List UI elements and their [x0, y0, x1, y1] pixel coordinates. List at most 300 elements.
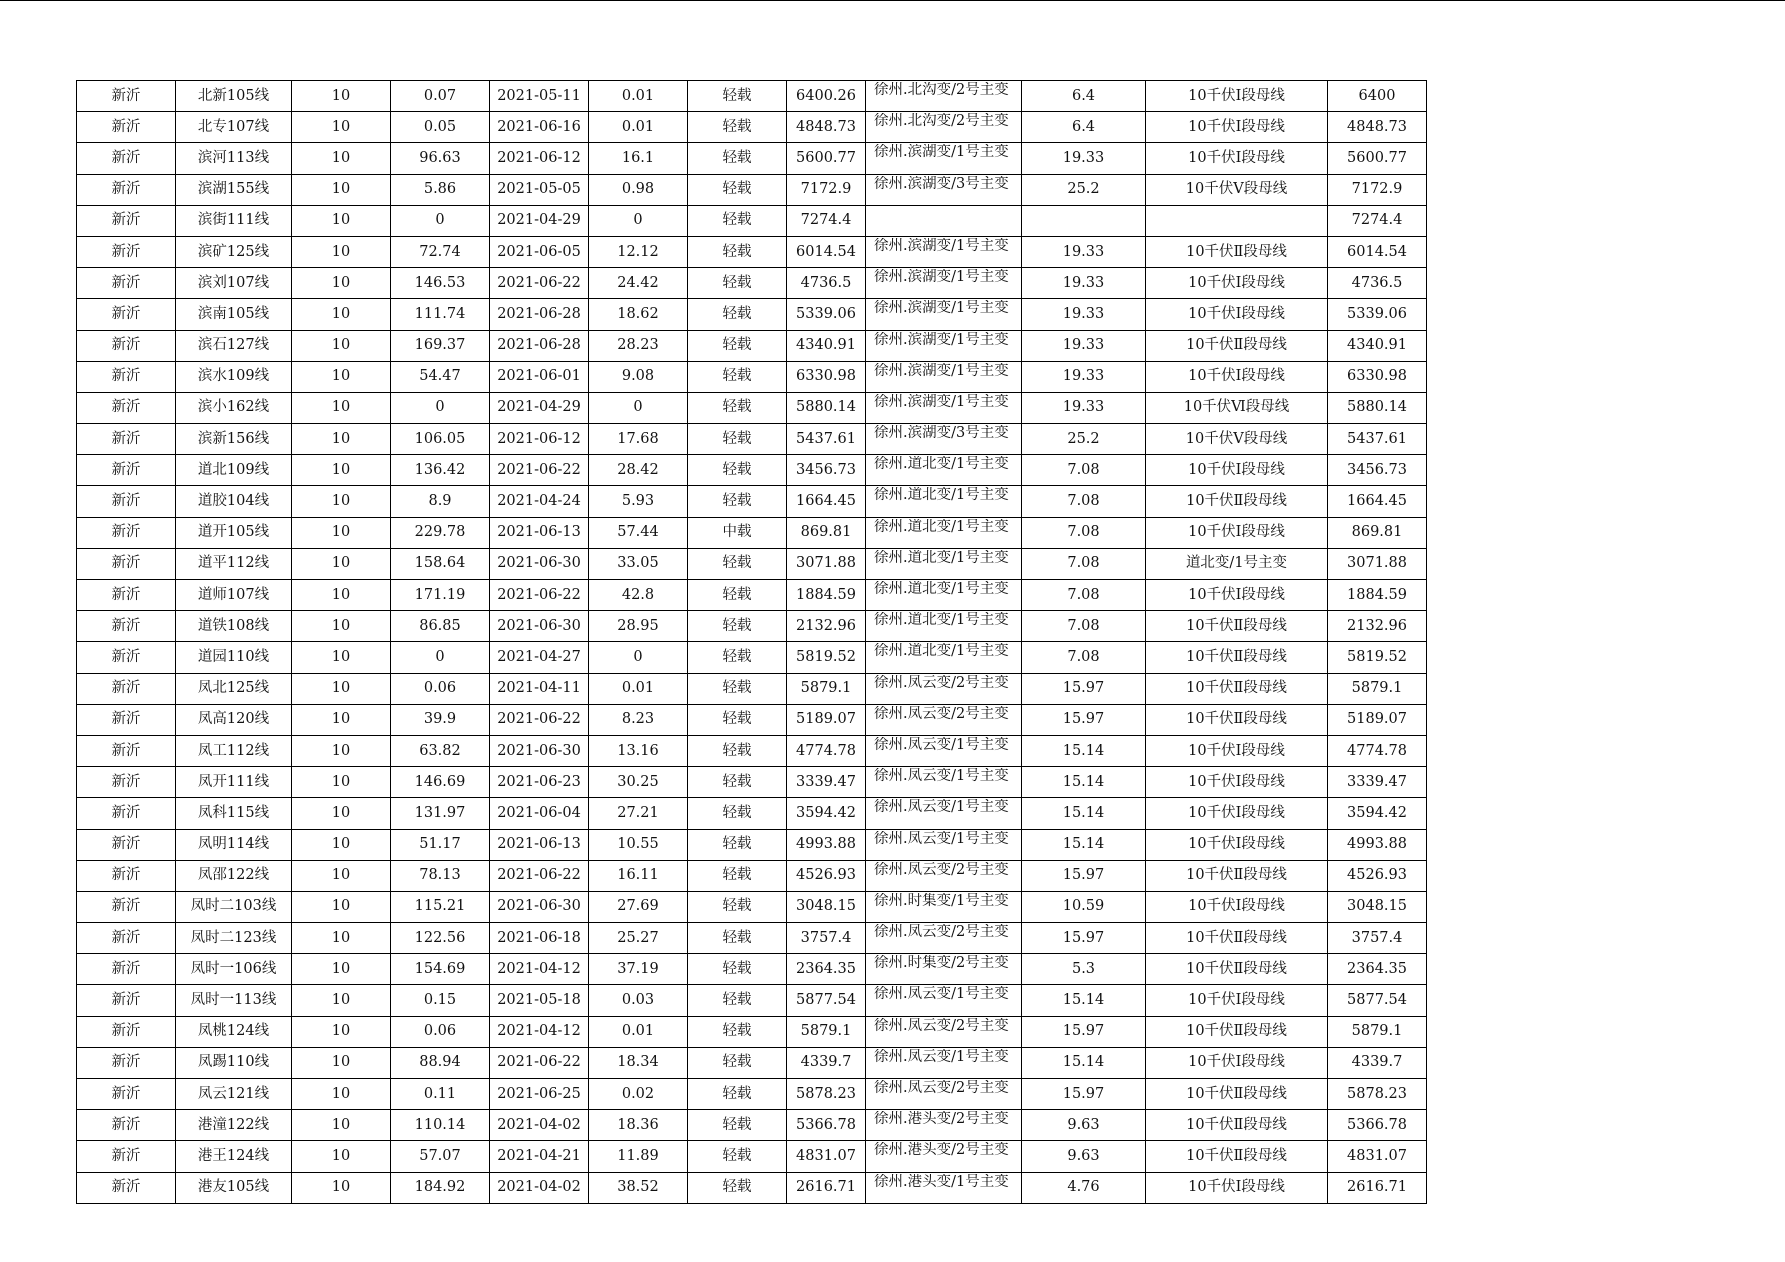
load-rate-cell: 33.05 [589, 548, 688, 579]
load-status-cell: 轻载 [688, 798, 787, 829]
table-row [77, 361, 1427, 392]
load-rate-cell: 0.01 [589, 673, 688, 704]
substation-transformer-text: 徐州.凤云变/1号主变 [874, 768, 1009, 785]
current-cell: 0.06 [391, 673, 490, 704]
table-row [77, 704, 1427, 735]
current-cell: 154.69 [391, 954, 490, 985]
load-status-cell: 轻载 [688, 891, 787, 922]
available-capacity-cell: 4993.88 [1328, 829, 1427, 860]
feeder-name-cell: 凤时一106线 [176, 954, 292, 985]
transformer-rate-cell: 19.33 [1022, 268, 1146, 299]
date-cell: 2021-06-22 [490, 704, 589, 735]
substation-transformer-text [874, 207, 1021, 235]
table-row [77, 517, 1427, 548]
date-cell: 2021-06-23 [490, 767, 589, 798]
available-capacity-cell: 5189.07 [1328, 704, 1427, 735]
company-cell: 新沂 [77, 330, 176, 361]
load-status-cell: 轻载 [688, 642, 787, 673]
load-rate-cell: 0.01 [589, 112, 688, 143]
transformer-rate-cell: 15.97 [1022, 1079, 1146, 1110]
busbar-cell: 10千伏Ⅱ段母线 [1146, 1141, 1328, 1172]
transformer-rate-cell: 15.14 [1022, 1047, 1146, 1078]
substation-transformer-cell [866, 1047, 1022, 1078]
substation-transformer-cell [866, 1016, 1022, 1047]
capacity-cell: 7172.9 [787, 174, 866, 205]
load-status-cell: 轻载 [688, 1079, 787, 1110]
page-top-border [0, 0, 1785, 1]
company-cell: 新沂 [77, 143, 176, 174]
substation-transformer-text: 徐州.道北变/1号主变 [874, 643, 1009, 660]
current-cell: 39.9 [391, 704, 490, 735]
table-row [77, 424, 1427, 455]
load-rate-cell: 16.11 [589, 860, 688, 891]
transformer-rate-cell: 25.2 [1022, 424, 1146, 455]
date-cell: 2021-06-22 [490, 1047, 589, 1078]
voltage-cell: 10 [292, 81, 391, 112]
voltage-cell: 10 [292, 548, 391, 579]
substation-transformer-cell [866, 985, 1022, 1016]
substation-transformer-text: 徐州.滨湖变/3号主变 [874, 175, 1009, 192]
load-status-cell: 轻载 [688, 361, 787, 392]
load-status-cell: 轻载 [688, 954, 787, 985]
capacity-cell: 5189.07 [787, 704, 866, 735]
load-status-cell: 轻载 [688, 1016, 787, 1047]
substation-transformer-cell [866, 299, 1022, 330]
current-cell: 106.05 [391, 424, 490, 455]
feeder-name-cell: 凤踢110线 [176, 1047, 292, 1078]
current-cell: 8.9 [391, 486, 490, 517]
substation-transformer-text: 徐州.滨湖变/1号主变 [874, 362, 1009, 379]
load-status-cell: 轻载 [688, 486, 787, 517]
feeder-name-cell: 滨矿125线 [176, 236, 292, 267]
busbar-cell: 10千伏Ⅰ段母线 [1146, 455, 1328, 486]
company-cell: 新沂 [77, 81, 176, 112]
capacity-cell: 4993.88 [787, 829, 866, 860]
company-cell: 新沂 [77, 767, 176, 798]
current-cell: 0.06 [391, 1016, 490, 1047]
available-capacity-cell: 2616.71 [1328, 1172, 1427, 1203]
capacity-cell: 3048.15 [787, 891, 866, 922]
transformer-rate-cell: 15.97 [1022, 923, 1146, 954]
load-status-cell: 轻载 [688, 143, 787, 174]
load-rate-cell: 28.42 [589, 455, 688, 486]
busbar-cell: 10千伏Ⅱ段母线 [1146, 1079, 1328, 1110]
load-status-cell: 轻载 [688, 735, 787, 766]
capacity-cell: 5878.23 [787, 1079, 866, 1110]
transformer-rate-cell: 15.14 [1022, 985, 1146, 1016]
available-capacity-cell: 2364.35 [1328, 954, 1427, 985]
load-rate-cell: 0 [589, 205, 688, 236]
capacity-cell: 2616.71 [787, 1172, 866, 1203]
substation-transformer-text: 徐州.道北变/1号主变 [874, 487, 1009, 504]
available-capacity-cell: 3048.15 [1328, 891, 1427, 922]
capacity-cell: 5819.52 [787, 642, 866, 673]
feeder-name-cell: 滨水109线 [176, 361, 292, 392]
transformer-rate-cell: 15.97 [1022, 704, 1146, 735]
table-row [77, 860, 1427, 891]
busbar-cell: 10千伏Ⅱ段母线 [1146, 236, 1328, 267]
load-status-cell: 轻载 [688, 205, 787, 236]
busbar-cell: 10千伏Ⅱ段母线 [1146, 330, 1328, 361]
busbar-cell: 10千伏Ⅰ段母线 [1146, 891, 1328, 922]
current-cell: 122.56 [391, 923, 490, 954]
busbar-cell: 10千伏Ⅰ段母线 [1146, 112, 1328, 143]
voltage-cell: 10 [292, 1047, 391, 1078]
substation-transformer-text: 徐州.滨湖变/1号主变 [874, 269, 1009, 286]
load-rate-cell: 0.03 [589, 985, 688, 1016]
load-status-cell: 轻载 [688, 1172, 787, 1203]
substation-transformer-cell [866, 642, 1022, 673]
current-cell: 110.14 [391, 1110, 490, 1141]
substation-transformer-text: 徐州.凤云变/1号主变 [874, 799, 1009, 816]
load-status-cell: 轻载 [688, 1047, 787, 1078]
date-cell: 2021-06-12 [490, 424, 589, 455]
feeder-name-cell: 北专107线 [176, 112, 292, 143]
load-rate-cell: 12.12 [589, 236, 688, 267]
feeder-name-cell: 凤开111线 [176, 767, 292, 798]
voltage-cell: 10 [292, 143, 391, 174]
capacity-cell: 5437.61 [787, 424, 866, 455]
substation-transformer-text: 徐州.港头变/2号主变 [874, 1142, 1009, 1159]
transformer-rate-cell: 7.08 [1022, 580, 1146, 611]
busbar-cell: 10千伏Ⅰ段母线 [1146, 517, 1328, 548]
date-cell: 2021-06-18 [490, 923, 589, 954]
date-cell: 2021-06-30 [490, 548, 589, 579]
available-capacity-cell: 3594.42 [1328, 798, 1427, 829]
voltage-cell: 10 [292, 704, 391, 735]
available-capacity-cell: 4340.91 [1328, 330, 1427, 361]
load-status-cell: 轻载 [688, 236, 787, 267]
voltage-cell: 10 [292, 1141, 391, 1172]
transformer-rate-cell: 19.33 [1022, 143, 1146, 174]
date-cell: 2021-04-27 [490, 642, 589, 673]
load-status-cell: 轻载 [688, 424, 787, 455]
substation-transformer-cell [866, 860, 1022, 891]
table-row [77, 829, 1427, 860]
available-capacity-cell: 5339.06 [1328, 299, 1427, 330]
current-cell: 0 [391, 392, 490, 423]
current-cell: 169.37 [391, 330, 490, 361]
date-cell: 2021-06-30 [490, 611, 589, 642]
current-cell: 111.74 [391, 299, 490, 330]
current-cell: 115.21 [391, 891, 490, 922]
substation-transformer-text: 徐州.滨湖变/1号主变 [874, 144, 1009, 161]
substation-transformer-text: 徐州.道北变/1号主变 [874, 581, 1009, 597]
date-cell: 2021-06-30 [490, 735, 589, 766]
company-cell: 新沂 [77, 174, 176, 205]
feeder-name-cell: 道园110线 [176, 642, 292, 673]
capacity-cell: 6330.98 [787, 361, 866, 392]
substation-transformer-text: 徐州.滨湖变/1号主变 [874, 237, 1009, 254]
feeder-name-cell: 滨小162线 [176, 392, 292, 423]
capacity-cell: 3071.88 [787, 548, 866, 579]
company-cell: 新沂 [77, 985, 176, 1016]
available-capacity-cell: 1664.45 [1328, 486, 1427, 517]
date-cell: 2021-04-29 [490, 392, 589, 423]
transformer-rate-cell: 7.08 [1022, 548, 1146, 579]
voltage-cell: 10 [292, 268, 391, 299]
load-status-cell: 轻载 [688, 611, 787, 642]
date-cell: 2021-05-11 [490, 81, 589, 112]
company-cell: 新沂 [77, 205, 176, 236]
date-cell: 2021-06-22 [490, 455, 589, 486]
voltage-cell: 10 [292, 1016, 391, 1047]
load-rate-cell: 17.68 [589, 424, 688, 455]
capacity-cell: 4526.93 [787, 860, 866, 891]
load-status-cell: 轻载 [688, 392, 787, 423]
load-rate-cell: 0.01 [589, 81, 688, 112]
table-row [77, 236, 1427, 267]
table-row [77, 642, 1427, 673]
feeder-name-cell: 滨湖155线 [176, 174, 292, 205]
busbar-cell: 10千伏Ⅱ段母线 [1146, 954, 1328, 985]
substation-transformer-text: 徐州.北沟变/2号主变 [874, 113, 1009, 130]
table-row [77, 673, 1427, 704]
current-cell: 171.19 [391, 580, 490, 611]
voltage-cell: 10 [292, 205, 391, 236]
load-rate-cell: 13.16 [589, 735, 688, 766]
load-rate-cell: 37.19 [589, 954, 688, 985]
available-capacity-cell: 6330.98 [1328, 361, 1427, 392]
transformer-rate-cell: 15.97 [1022, 1016, 1146, 1047]
available-capacity-cell: 5878.23 [1328, 1079, 1427, 1110]
load-rate-cell: 28.95 [589, 611, 688, 642]
substation-transformer-cell [866, 798, 1022, 829]
feeder-name-cell: 凤工112线 [176, 735, 292, 766]
company-cell: 新沂 [77, 268, 176, 299]
busbar-cell: 10千伏Ⅱ段母线 [1146, 1110, 1328, 1141]
transformer-rate-cell: 7.08 [1022, 642, 1146, 673]
company-cell: 新沂 [77, 236, 176, 267]
feeder-name-cell: 凤高120线 [176, 704, 292, 735]
feeder-name-cell: 港王124线 [176, 1141, 292, 1172]
transformer-rate-cell: 19.33 [1022, 330, 1146, 361]
company-cell: 新沂 [77, 735, 176, 766]
available-capacity-cell: 6014.54 [1328, 236, 1427, 267]
feeder-name-cell: 道平112线 [176, 548, 292, 579]
load-rate-cell: 27.69 [589, 891, 688, 922]
feeder-name-cell: 凤云121线 [176, 1079, 292, 1110]
load-rate-cell: 5.93 [589, 486, 688, 517]
current-cell: 0.11 [391, 1079, 490, 1110]
busbar-cell: 10千伏Ⅱ段母线 [1146, 673, 1328, 704]
capacity-cell: 4774.78 [787, 735, 866, 766]
capacity-cell: 869.81 [787, 517, 866, 548]
voltage-cell: 10 [292, 829, 391, 860]
available-capacity-cell: 5880.14 [1328, 392, 1427, 423]
capacity-cell: 5366.78 [787, 1110, 866, 1141]
transformer-rate-cell: 7.08 [1022, 517, 1146, 548]
load-rate-cell: 0 [589, 642, 688, 673]
feeder-name-cell: 凤明114线 [176, 829, 292, 860]
load-rate-cell: 0.02 [589, 1079, 688, 1110]
company-cell: 新沂 [77, 455, 176, 486]
voltage-cell: 10 [292, 642, 391, 673]
table-row [77, 767, 1427, 798]
transformer-rate-cell: 19.33 [1022, 392, 1146, 423]
voltage-cell: 10 [292, 299, 391, 330]
load-status-cell: 轻载 [688, 299, 787, 330]
table-row [77, 1079, 1427, 1110]
feeder-name-cell: 凤时二123线 [176, 923, 292, 954]
substation-transformer-text: 徐州.道北变/1号主变 [874, 612, 1009, 629]
table-row [77, 985, 1427, 1016]
capacity-cell: 5879.1 [787, 673, 866, 704]
company-cell: 新沂 [77, 704, 176, 735]
table-row [77, 330, 1427, 361]
current-cell: 78.13 [391, 860, 490, 891]
substation-transformer-cell [866, 829, 1022, 860]
table-row [77, 923, 1427, 954]
company-cell: 新沂 [77, 112, 176, 143]
company-cell: 新沂 [77, 1016, 176, 1047]
capacity-cell: 2364.35 [787, 954, 866, 985]
busbar-cell: 10千伏Ⅰ段母线 [1146, 299, 1328, 330]
available-capacity-cell: 5437.61 [1328, 424, 1427, 455]
substation-transformer-cell [866, 392, 1022, 423]
substation-transformer-cell [866, 361, 1022, 392]
date-cell: 2021-04-11 [490, 673, 589, 704]
current-cell: 131.97 [391, 798, 490, 829]
transformer-rate-cell: 19.33 [1022, 361, 1146, 392]
voltage-cell: 10 [292, 891, 391, 922]
busbar-cell: 10千伏Ⅱ段母线 [1146, 923, 1328, 954]
available-capacity-cell: 4831.07 [1328, 1141, 1427, 1172]
load-rate-cell: 18.34 [589, 1047, 688, 1078]
busbar-cell: 10千伏Ⅴ段母线 [1146, 174, 1328, 205]
load-status-cell: 轻载 [688, 268, 787, 299]
company-cell: 新沂 [77, 954, 176, 985]
feeder-name-cell: 凤邵122线 [176, 860, 292, 891]
load-rate-cell: 42.8 [589, 580, 688, 611]
transformer-rate-cell: 15.97 [1022, 860, 1146, 891]
company-cell: 新沂 [77, 1110, 176, 1141]
transformer-rate-cell: 6.4 [1022, 112, 1146, 143]
available-capacity-cell: 4339.7 [1328, 1047, 1427, 1078]
transformer-rate-cell: 5.3 [1022, 954, 1146, 985]
busbar-cell: 10千伏Ⅰ段母线 [1146, 1172, 1328, 1203]
capacity-cell: 5880.14 [787, 392, 866, 423]
voltage-cell: 10 [292, 954, 391, 985]
load-rate-cell: 30.25 [589, 767, 688, 798]
substation-transformer-text: 徐州.滨湖变/1号主变 [874, 300, 1009, 317]
load-rate-cell: 9.08 [589, 361, 688, 392]
available-capacity-cell: 4526.93 [1328, 860, 1427, 891]
feeder-name-cell: 滨街111线 [176, 205, 292, 236]
substation-transformer-cell [866, 455, 1022, 486]
capacity-cell: 3456.73 [787, 455, 866, 486]
feeder-name-cell: 滨南105线 [176, 299, 292, 330]
available-capacity-cell: 869.81 [1328, 517, 1427, 548]
load-rate-cell: 28.23 [589, 330, 688, 361]
company-cell: 新沂 [77, 1079, 176, 1110]
voltage-cell: 10 [292, 1079, 391, 1110]
transformer-rate-cell: 15.14 [1022, 798, 1146, 829]
busbar-cell: 10千伏Ⅰ段母线 [1146, 985, 1328, 1016]
current-cell: 229.78 [391, 517, 490, 548]
date-cell: 2021-05-05 [490, 174, 589, 205]
busbar-cell: 10千伏Ⅵ段母线 [1146, 392, 1328, 423]
capacity-cell: 5879.1 [787, 1016, 866, 1047]
voltage-cell: 10 [292, 735, 391, 766]
voltage-cell: 10 [292, 767, 391, 798]
date-cell: 2021-06-25 [490, 1079, 589, 1110]
feeder-name-cell: 道开105线 [176, 517, 292, 548]
substation-transformer-cell [866, 891, 1022, 922]
table-row [77, 81, 1427, 112]
substation-transformer-cell [866, 174, 1022, 205]
load-rate-cell: 0.98 [589, 174, 688, 205]
available-capacity-cell: 3071.88 [1328, 548, 1427, 579]
substation-transformer-cell [866, 424, 1022, 455]
current-cell: 51.17 [391, 829, 490, 860]
capacity-cell: 4848.73 [787, 112, 866, 143]
table-row [77, 735, 1427, 766]
substation-transformer-text: 徐州.凤云变/1号主变 [874, 736, 1009, 753]
capacity-cell: 5877.54 [787, 985, 866, 1016]
busbar-cell: 10千伏Ⅱ段母线 [1146, 704, 1328, 735]
current-cell: 0 [391, 642, 490, 673]
table-row [77, 891, 1427, 922]
company-cell: 新沂 [77, 829, 176, 860]
substation-transformer-cell [866, 486, 1022, 517]
available-capacity-cell: 4774.78 [1328, 735, 1427, 766]
busbar-cell: 10千伏Ⅱ段母线 [1146, 611, 1328, 642]
date-cell: 2021-06-22 [490, 580, 589, 611]
date-cell: 2021-06-12 [490, 143, 589, 174]
date-cell: 2021-06-30 [490, 891, 589, 922]
date-cell: 2021-04-24 [490, 486, 589, 517]
voltage-cell: 10 [292, 860, 391, 891]
load-status-cell: 轻载 [688, 985, 787, 1016]
transformer-rate-cell [1022, 205, 1146, 236]
capacity-cell: 4340.91 [787, 330, 866, 361]
current-cell: 146.53 [391, 268, 490, 299]
available-capacity-cell: 5879.1 [1328, 673, 1427, 704]
substation-transformer-cell [866, 1079, 1022, 1110]
feeder-name-cell: 滨新156线 [176, 424, 292, 455]
feeder-name-cell: 凤北125线 [176, 673, 292, 704]
table-row [77, 1110, 1427, 1141]
load-rate-cell: 25.27 [589, 923, 688, 954]
busbar-cell: 10千伏Ⅰ段母线 [1146, 798, 1328, 829]
table-row [77, 1047, 1427, 1078]
available-capacity-cell: 6400 [1328, 81, 1427, 112]
table-row [77, 1016, 1427, 1047]
substation-transformer-text: 徐州.道北变/1号主变 [874, 518, 1009, 535]
transformer-rate-cell: 9.63 [1022, 1110, 1146, 1141]
current-cell: 63.82 [391, 735, 490, 766]
table-row [77, 580, 1427, 611]
voltage-cell: 10 [292, 330, 391, 361]
company-cell: 新沂 [77, 642, 176, 673]
date-cell: 2021-06-04 [490, 798, 589, 829]
company-cell: 新沂 [77, 580, 176, 611]
feeder-name-cell: 凤时一113线 [176, 985, 292, 1016]
transformer-rate-cell: 15.97 [1022, 673, 1146, 704]
date-cell: 2021-04-29 [490, 205, 589, 236]
busbar-cell: 10千伏Ⅰ段母线 [1146, 580, 1328, 611]
load-rate-cell: 0 [589, 392, 688, 423]
substation-transformer-text: 徐州.凤云变/1号主变 [874, 1048, 1009, 1065]
voltage-cell: 10 [292, 1172, 391, 1203]
feeder-name-cell: 滨石127线 [176, 330, 292, 361]
load-rate-cell: 16.1 [589, 143, 688, 174]
current-cell: 96.63 [391, 143, 490, 174]
substation-transformer-cell [866, 81, 1022, 112]
load-status-cell: 轻载 [688, 112, 787, 143]
load-rate-cell: 18.62 [589, 299, 688, 330]
